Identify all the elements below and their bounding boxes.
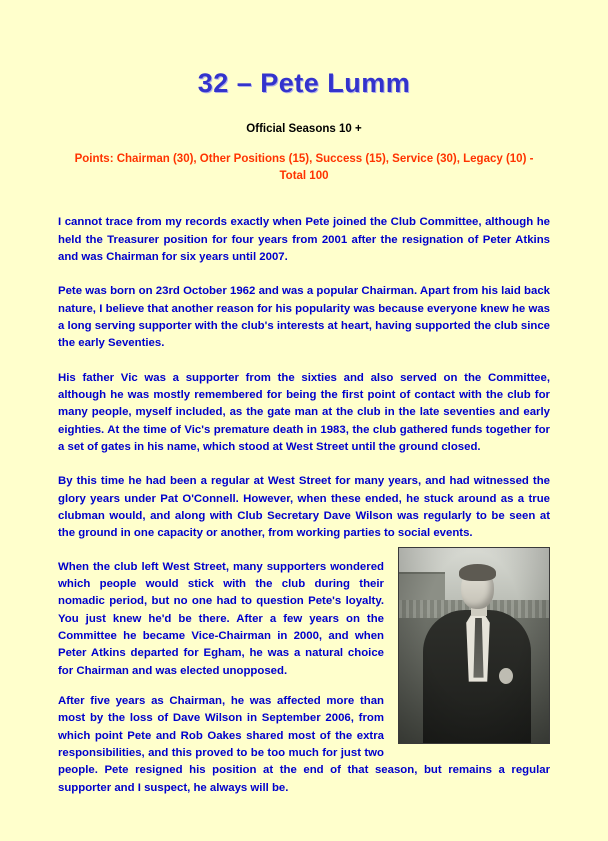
subtitle: Official Seasons 10 + <box>246 123 362 135</box>
paragraph-6: After five years as Chairman, he was affected more than most by the loss of Dave Wilson in September 2006, from which point Pete and Rob Oakes shared most of the extra responsibilities, and this proved to be too much for just two people. Pete resigned his position at the end of that season, but remains a regular supporter and I suspect, he always will be. <box>58 694 550 794</box>
paragraph-2: Pete was born on 23rd October 1962 and was a popular Chairman. Apart from his laid back nature, I believe that another reason for his popularity was because everyone knew he was a long serving supporter with the club's interests at heart, having supported the club since the early Seventies. <box>58 285 550 350</box>
paragraph-1: I cannot trace from my records exactly when Pete joined the Club Committee, although he held the Treasurer position for four years from 2001 after the resignation of Peter Atkins and was Chairman for six years until 2007. <box>58 216 550 263</box>
portrait-photo <box>398 547 550 744</box>
paragraph-5: When the club left West Street, many supporters wondered which people would stick with the club during their nomadic period, but no one had to question Pete's loyalty. You just knew he'd be there. After a few years on the Committee he became Vice-Chairman in 2000, and when Peter Atkins departed for Egham, he was a natural choice for Chairman and was elected unopposed. <box>58 560 384 677</box>
points-summary: Points: Chairman (30), Other Positions (15), Success (15), Service (30), Legacy (10) - Total 100 <box>74 153 534 182</box>
photo-image <box>399 548 549 743</box>
photo-vignette <box>399 548 549 743</box>
paragraph-3: His father Vic was a supporter from the sixties and also served on the Committee, although he was mostly remembered for being the first point of contact with the club for many people, myself included, as the gate man at the club in the late seventies and early eighties. At the time of Vic's premature death in 1983, the club gathered funds together for a set of gates in his name, which stood at West Street until the ground closed. <box>58 371 550 453</box>
paragraph-4: By this time he had been a regular at West Street for many years, and had witnessed the glory years under Pat O'Connell. However, when these ended, he stuck around as a true clubman would, and along with Club Secretary Dave Wilson was regularly to be seen at the ground in one capacity or another, from working parties to social events. <box>58 475 550 540</box>
page-title: 32 – Pete Lumm <box>197 68 411 98</box>
